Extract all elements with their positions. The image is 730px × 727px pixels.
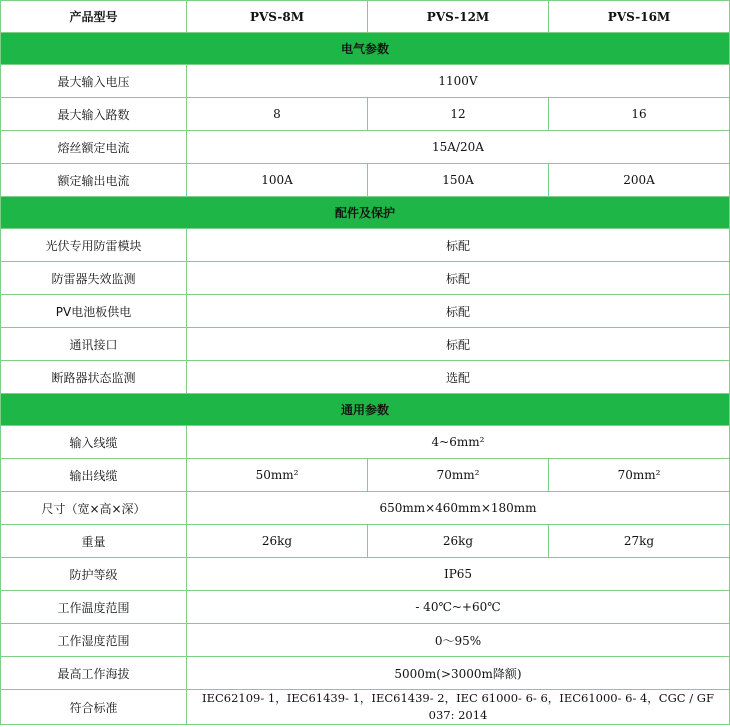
section-general xyxy=(1,394,730,426)
row-value: 16 xyxy=(549,98,730,131)
row-value: 1100V xyxy=(187,65,730,98)
table-row xyxy=(1,262,730,295)
row-value: 5000m(>3000m降额) xyxy=(187,657,730,690)
row-label: 输出线缆 xyxy=(1,459,187,492)
row-value: 4~6mm² xyxy=(187,426,730,459)
row-value: 650mm×460mm×180mm xyxy=(187,492,730,525)
row-label: 防护等级 xyxy=(1,558,187,591)
row-label: 工作温度范围 xyxy=(1,591,187,624)
table-row xyxy=(1,624,730,657)
table-row xyxy=(1,690,730,725)
row-label: 输入线缆 xyxy=(1,426,187,459)
header-row xyxy=(1,1,730,33)
header-label: 产品型号 xyxy=(1,1,187,33)
row-value: 12 xyxy=(368,98,549,131)
row-value: 70mm² xyxy=(549,459,730,492)
row-value: 100A xyxy=(187,164,368,197)
section-title: 配件及保护 xyxy=(1,197,730,229)
row-value: 8 xyxy=(187,98,368,131)
row-value: 标配 xyxy=(187,229,730,262)
row-label: 熔丝额定电流 xyxy=(1,131,187,164)
row-label: 额定输出电流 xyxy=(1,164,187,197)
row-value: - 40℃~+60℃ xyxy=(187,591,730,624)
row-label: 工作湿度范围 xyxy=(1,624,187,657)
row-label: PV电池板供电 xyxy=(1,295,187,328)
table-row xyxy=(1,98,730,131)
table-row xyxy=(1,361,730,394)
row-value: IP65 xyxy=(187,558,730,591)
section-accessories xyxy=(1,197,730,229)
table-row xyxy=(1,328,730,361)
table-row xyxy=(1,459,730,492)
row-value: 27kg xyxy=(549,525,730,558)
table-row xyxy=(1,164,730,197)
row-label: 断路器状态监测 xyxy=(1,361,187,394)
row-value: 26kg xyxy=(368,525,549,558)
table-row xyxy=(1,65,730,98)
row-value: 200A xyxy=(549,164,730,197)
section-electrical xyxy=(1,33,730,65)
section-title: 通用参数 xyxy=(1,394,730,426)
model-3: PVS-16M xyxy=(549,1,730,33)
row-value: 选配 xyxy=(187,361,730,394)
row-label: 尺寸（宽×高×深） xyxy=(1,492,187,525)
row-value: 26kg xyxy=(187,525,368,558)
row-label: 最大输入电压 xyxy=(1,65,187,98)
row-value: 标配 xyxy=(187,328,730,361)
table-row xyxy=(1,229,730,262)
model-2: PVS-12M xyxy=(368,1,549,33)
row-label: 重量 xyxy=(1,525,187,558)
section-title: 电气参数 xyxy=(1,33,730,65)
table-row xyxy=(1,525,730,558)
row-label: 光伏专用防雷模块 xyxy=(1,229,187,262)
row-value: 15A/20A xyxy=(187,131,730,164)
table-row xyxy=(1,591,730,624)
row-label: 防雷器失效监测 xyxy=(1,262,187,295)
row-label: 通讯接口 xyxy=(1,328,187,361)
table-row xyxy=(1,492,730,525)
model-1: PVS-8M xyxy=(187,1,368,33)
row-value: 标配 xyxy=(187,262,730,295)
row-value: IEC62109- 1，IEC61439- 1，IEC61439- 2，IEC 61000- 6- 6，IEC61000- 6- 4，CGC / GF 037: 2014 xyxy=(187,690,730,725)
row-value: 50mm² xyxy=(187,459,368,492)
row-label: 最大输入路数 xyxy=(1,98,187,131)
row-label: 符合标准 xyxy=(1,690,187,725)
row-value: 标配 xyxy=(187,295,730,328)
table-row xyxy=(1,131,730,164)
row-label: 最高工作海拔 xyxy=(1,657,187,690)
row-value: 150A xyxy=(368,164,549,197)
table-row xyxy=(1,558,730,591)
row-value: 0～95% xyxy=(187,624,730,657)
row-value: 70mm² xyxy=(368,459,549,492)
table-row xyxy=(1,657,730,690)
table-row xyxy=(1,295,730,328)
table-row xyxy=(1,426,730,459)
